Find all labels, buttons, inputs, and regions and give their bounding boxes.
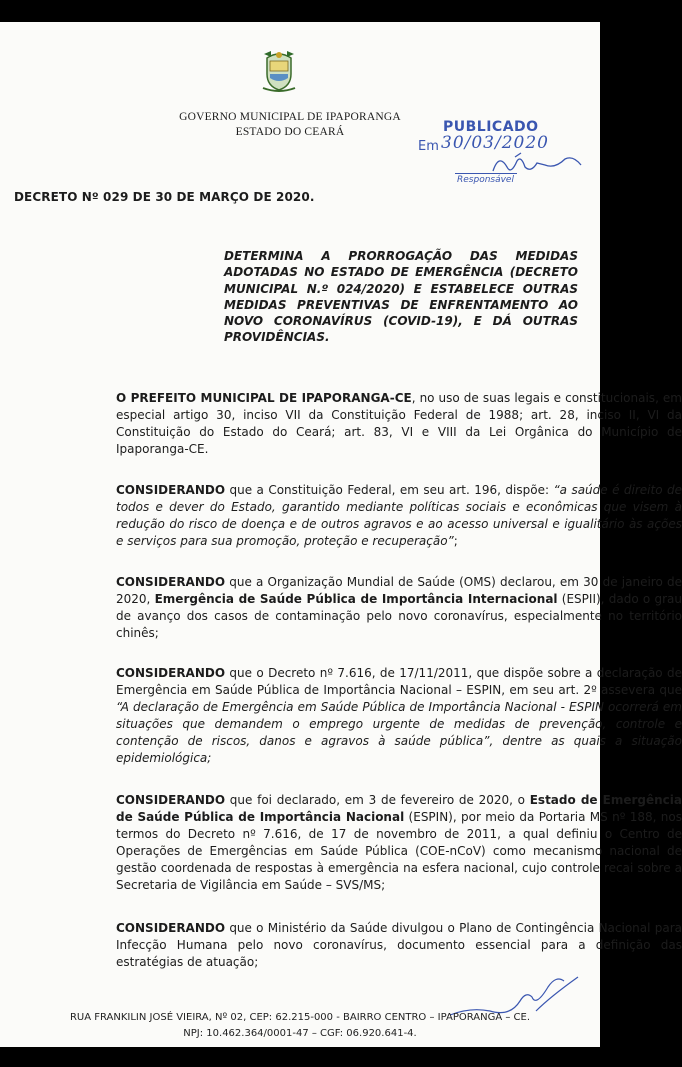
decree-number: DECRETO Nº 029 DE 30 DE MARÇO DE 2020. [14, 190, 315, 204]
considerando-label: CONSIDERANDO [116, 921, 226, 935]
paragraph-considerando-3 [10, 665, 682, 767]
footer-ids: NPJ: 10.462.364/0001-47 – CGF: 06.920.641-4. [183, 1028, 417, 1039]
quote-text: “A declaração de Emergência em Saúde Pública de Importância Nacional - ESPIN ocorrerá em situações que demandem o emprego urgente de medidas de prevenção, controle e contenção de riscos, danos e agravos à saúde pública”, dentre as quais a situação epidemiológica; [116, 700, 682, 765]
stamp-responsavel: Responsável [457, 175, 514, 185]
stamp-date: 30/03/2020 [441, 133, 549, 153]
paragraph-bold-term: Estado de Emergência de Saúde Pública de Importância Nacional [116, 793, 682, 824]
paragraph-end: ; [453, 534, 458, 548]
preamble-text: , no uso de suas legais e constitucionais, em especial artigo 30, inciso VII da Constituição Federal de 1988; art. 28, inciso II, VI da Constituição do Estado do Ceará; art. 83, VI e VIII da Lei Orgânica do Município de Ipaporanga-CE. [116, 391, 682, 456]
paragraph-end: (ESPIN), por meio da Portaria MS nº 188, nos termos do Decreto nº 7.616, de 17 de novembro de 2011, a qual definiu o Centro de Operações de Emergências em Saúde Pública (COE-nCoV) como mecanismo nacional de gestão coordenada de respostas à emergência na esfera nacional, cujo controle recai sobre a Secretaria de Vigilância em Saúde – SVS/MS; [116, 810, 682, 892]
quote-text: “a saúde é direito de todos e dever do Estado, garantido mediante políticas sociais e econômicas que visem à redução do risco de doença e de outros agravos e ao acesso universal e igualitário às ações e serviços para sua promoção, proteção e recuperação” [116, 483, 682, 548]
paragraph-end: (ESPII), dado o grau de avanço dos casos de contaminação pelo novo coronavírus, especialmente no território chinês; [116, 592, 682, 640]
considerando-label: CONSIDERANDO [116, 793, 226, 807]
paragraph-text: que foi declarado, em 3 de fevereiro de 2020, o [225, 793, 530, 807]
paragraph-text: que o Ministério da Saúde divulgou o Plano de Contingência Nacional para Infecção Humana pelo novo coronavírus, documento essencial para a definição das estratégias de atuação; [116, 921, 682, 969]
preamble-bold: O PREFEITO MUNICIPAL DE IPAPORANGA-CE [116, 391, 412, 405]
considerando-label: CONSIDERANDO [116, 666, 226, 680]
paragraph-preamble [10, 390, 682, 458]
paragraph-considerando-4 [10, 792, 682, 894]
considerando-label: CONSIDERANDO [116, 483, 226, 497]
municipal-coat-of-arms-icon [261, 48, 297, 92]
footer-address: RUA FRANKILIN JOSÉ VIEIRA, Nº 02, CEP: 62.215-000 - BAIRRO CENTRO – IPAPORANGA – CE. [69, 1012, 531, 1023]
stamp-line [455, 173, 517, 174]
document-page [0, 22, 682, 1047]
paragraph-bold-term: Emergência de Saúde Pública de Importância Internacional [154, 592, 558, 606]
paragraph-text: que a Organização Mundial de Saúde (OMS) declarou, em 30 de janeiro de 2020, [116, 575, 682, 606]
stamp-em: Em [418, 139, 439, 154]
published-stamp [415, 119, 590, 191]
paragraph-considerando-2 [10, 574, 682, 642]
paragraph-considerando-5 [10, 920, 682, 971]
decree-summary: DETERMINA A PRORROGAÇÃO DAS MEDIDAS ADOTADAS NO ESTADO DE EMERGÊNCIA (DECRETO MUNICIPAL N.º 024/2020) E ESTABELECE OUTRAS MEDIDAS PREVENTIVAS DE ENFRENTAMENTO AO NOVO CORONAVÍRUS (COVID-19), E DÁ OUTRAS PROVIDÊNCIAS. [224, 249, 578, 345]
government-header [150, 110, 430, 140]
considerando-label: CONSIDERANDO [116, 575, 226, 589]
state-name: ESTADO DO CEARÁ [235, 126, 345, 138]
paragraph-text: que o Decreto nº 7.616, de 17/11/2011, que dispõe sobre a declaração de Emergência em Saúde Pública de Importância Nacional – ESPIN, em seu art. 2º assevera que [116, 666, 682, 697]
stamp-label: PUBLICADO [443, 119, 539, 135]
paragraph-text: que a Constituição Federal, em seu art. 196, dispõe: [225, 483, 554, 497]
government-name: GOVERNO MUNICIPAL DE IPAPORANGA [179, 111, 401, 123]
paragraph-considerando-1 [10, 482, 682, 550]
page-footer [20, 1010, 580, 1042]
